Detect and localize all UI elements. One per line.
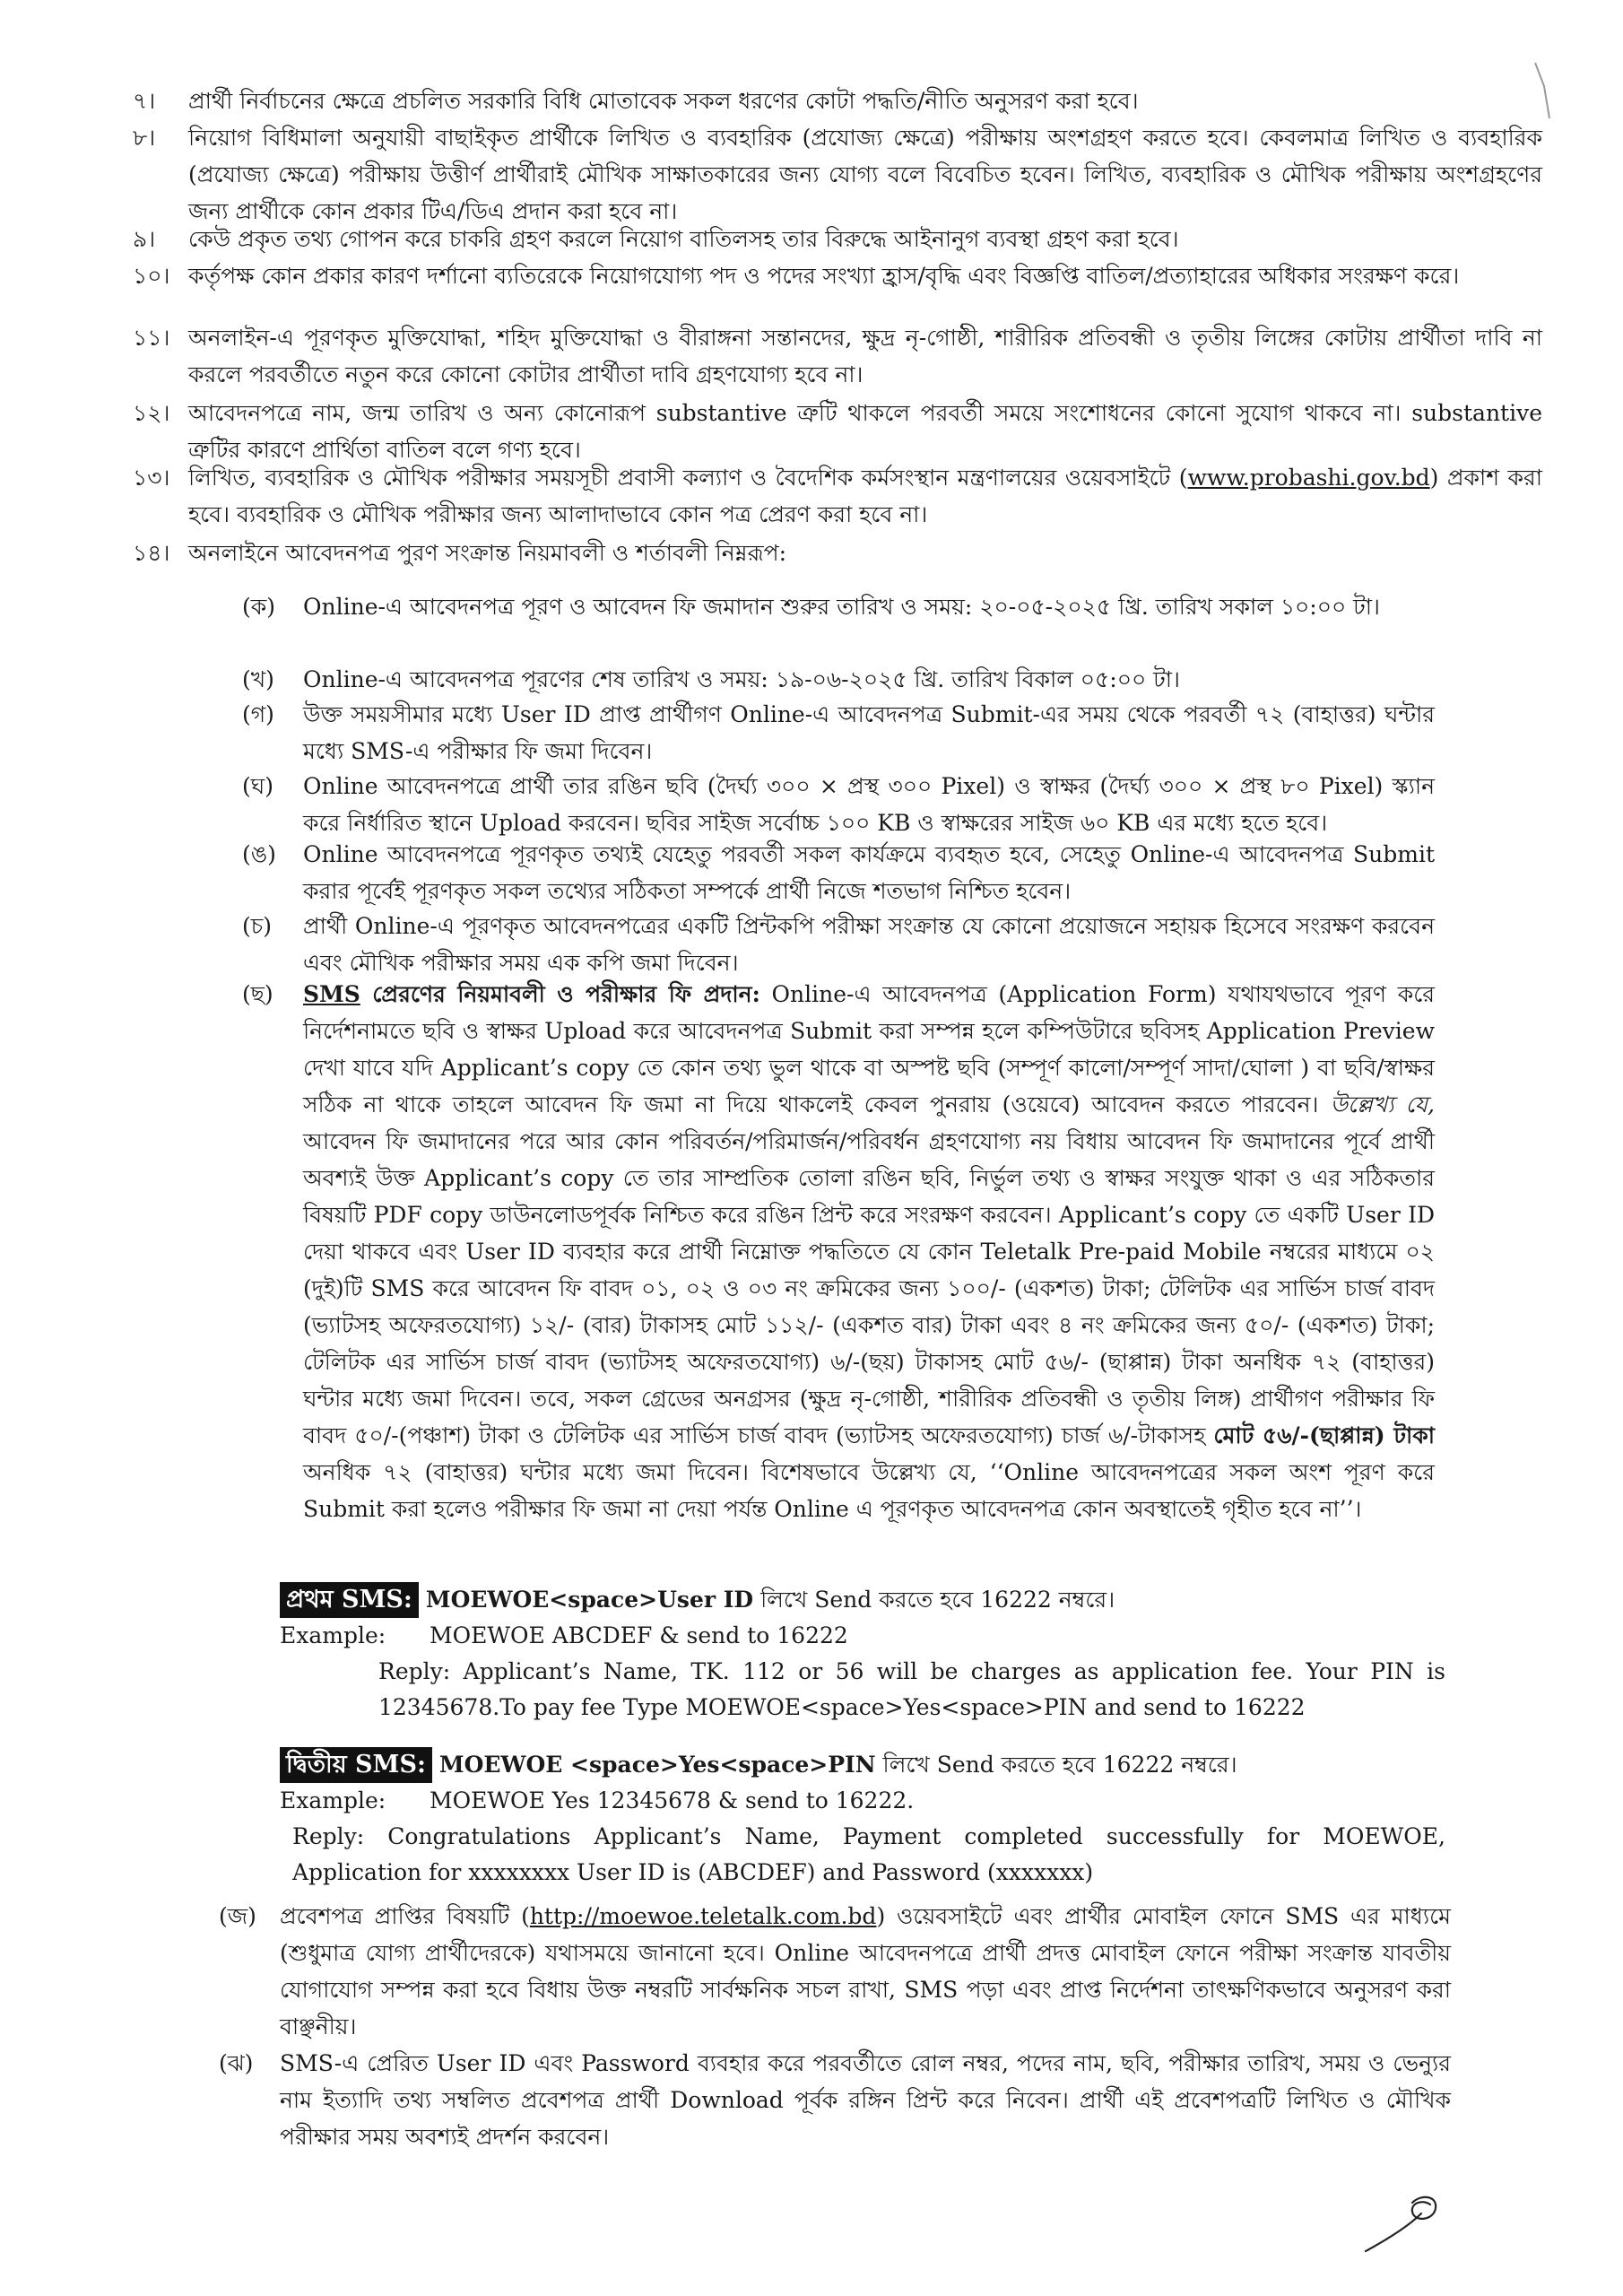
second-sms-label: দ্বিতীয় SMS: bbox=[280, 1747, 432, 1783]
second-sms-instruction bbox=[280, 1747, 1445, 1783]
total-fee-bold: মোট ৫৬/-(ছাপ্পান্ন) টাকা bbox=[1213, 1422, 1435, 1448]
clause-number: ১০। bbox=[133, 263, 170, 289]
subclause-ga bbox=[242, 696, 1435, 770]
subclause-text-b: ) ওয়েবসাইটে এবং প্রার্থীর মোবাইল ফোনে SMS এর মাধ্যমে (শুধুমাত্র যোগ্য প্রার্থীদেরকে) যথাসময়ে জানানো হবে। Online আবেদনপত্রে প্রার্থী প্রদত্ত মোবাইল ফোনে পরীক্ষা সংক্রান্ত যাবতীয় যোগাযোগ সম্পন্ন করা হবে বিধায় উক্ত নম্বরটি সার্বক্ষনিক সচল রাখা, SMS পড়া এবং প্রাপ্ত নির্দেশনা তাৎক্ষণিকভাবে অনুসরণ করা বাঞ্ছনীয়। bbox=[280, 1903, 1451, 2039]
clause-12 bbox=[133, 395, 1542, 468]
sms-heading-word: SMS bbox=[303, 981, 360, 1007]
second-sms-reply: Reply: Congratulations Applicant’s Name, Payment completed successfully for MOEWOE, Application for xxxxxxxx User ID is (ABCDEF) and Password (xxxxxxx) bbox=[292, 1823, 1445, 1885]
first-sms-reply: Reply: Applicant’s Name, TK. 112 or 56 will be charges as application fee. Your PIN is 12345678.To pay fee Type MOEWOE<space>Yes<space>PIN and send to 16222 bbox=[378, 1658, 1445, 1720]
subclause-mark: (ঘ) bbox=[242, 773, 273, 799]
subclause-text: Online আবেদনপত্রে প্রার্থী তার রঙিন ছবি (দৈর্ঘ্য ৩০০ × প্রস্থ ৩০০ Pixel) ও স্বাক্ষর (দৈর্ঘ্য ৩০০ × প্রস্থ ৮০ Pixel) স্ক্যান করে নির্ধারিত স্থানে Upload করবেন। ছবির সাইজ সর্বোচ্চ ১০০ KB ও স্বাক্ষরের সাইজ ৬০ KB এর মধ্যে হতে হবে। bbox=[303, 773, 1435, 836]
example-label: Example: bbox=[280, 1787, 386, 1813]
subclause-ca bbox=[242, 908, 1435, 981]
clause-number: ১১। bbox=[133, 325, 170, 351]
subclause-umo bbox=[242, 836, 1435, 909]
first-sms-instruction-rest: লিখে Send করতে হবে 16222 নম্বরে। bbox=[753, 1587, 1115, 1613]
clause-text-b: ) প্রকাশ করা হবে। ব্যবহারিক ও মৌখিক পরীক্ষার জন্য আলাদাভাবে কোন পত্র প্রেরণ করা হবে না। bbox=[188, 465, 1542, 527]
second-sms-instruction-rest: লিখে Send করতে হবে 16222 নম্বরে। bbox=[875, 1752, 1237, 1778]
subclause-ja bbox=[219, 1898, 1451, 2045]
subclause-text: প্রার্থী Online-এ পূরণকৃত আবেদনপত্রের একটি প্রিন্টকপি পরীক্ষা সংক্রান্ত যে কোনো প্রয়োজনে সহায়ক হিসেবে সংরক্ষণ করবেন এবং মৌখিক পরীক্ষার সময় এক কপি জমা দিবেন। bbox=[303, 913, 1435, 976]
clause-text: অনলাইন-এ পূরণকৃত মুক্তিযোদ্ধা, শহিদ মুক্তিযোদ্ধা ও বীরাঙ্গনা সন্তানদের, ক্ষুদ্র নৃ-গোষ্ঠী, শারীরিক প্রতিবন্ধী ও তৃতীয় লিঙ্গের কোটায় প্রার্থীতা দাবি না করলে পরবর্তীতে নতুন করে কোনো কোটার প্রার্থীতা দাবি গ্রহণযোগ্য হবে না। bbox=[188, 325, 1542, 387]
second-sms-reply-wrap bbox=[280, 1819, 1445, 1891]
clause-11 bbox=[133, 319, 1542, 393]
clause-text-a: লিখিত, ব্যবহারিক ও মৌখিক পরীক্ষার সময়সূচী প্রবাসী কল্যাণ ও বৈদেশিক কর্মসংস্থান মন্ত্রণালয়ের ওয়েবসাইটে ( bbox=[188, 465, 1188, 491]
first-sms-label: প্রথম SMS: bbox=[280, 1582, 419, 1618]
subclause-mark: (খ) bbox=[242, 666, 274, 692]
first-sms-instruction bbox=[280, 1582, 1445, 1618]
subclause-text-a: প্রবেশপত্র প্রাপ্তির বিষয়টি ( bbox=[280, 1903, 530, 1929]
first-sms-example-line bbox=[280, 1618, 1445, 1654]
clause-8 bbox=[133, 119, 1542, 230]
note-word: উল্লেখ্য যে, bbox=[1330, 1091, 1435, 1118]
clause-text: কর্তৃপক্ষ কোন প্রকার কারণ দর্শানো ব্যতিরেকে নিয়োগযোগ্য পদ ও পদের সংখ্যা হ্রাস/বৃদ্ধি এবং বিজ্ঞপ্তি বাতিল/প্রত্যাহারের অধিকার সংরক্ষণ করে। bbox=[188, 263, 1460, 289]
subclause-text: Online-এ আবেদনপত্র পূরণের শেষ তারিখ ও সময়: ১৯-০৬-২০২৫ খ্রি. তারিখ বিকাল ০৫:০০ টা। bbox=[303, 666, 1180, 692]
example-label: Example: bbox=[280, 1622, 386, 1648]
subclause-text-2: আবেদন ফি জমাদানের পরে আর কোন পরিবর্তন/পরিমার্জন/পরিবর্ধন গ্রহণযোগ্য নয় বিধায় আবেদন ফি জমাদানের পূর্বে প্রার্থী অবশ্যই উক্ত Applicant’s copy তে তার সাম্প্রতিক তোলা রঙিন ছবি, নির্ভুল তথ্য ও স্বাক্ষর সংযুক্ত থাকা ও এর সঠিকতার বিষয়টি PDF copy ডাউনলোডপূর্বক নিশ্চিত করে রঙিন প্রিন্ট করে সংরক্ষণ করবেন। Applicant’s copy তে একটি User ID দেয়া থাকবে এবং User ID ব্যবহার করে প্রার্থী নিম্নোক্ত পদ্ধতিতে যে কোন Teletalk Pre-paid Mobile নম্বরের মাধ্যমে ০২ (দুই)টি SMS করে আবেদন ফি বাবদ ০১, ০২ ও ০৩ নং ক্রমিকের জন্য ১০০/- (একশত) টাকা; টেলিটক এর সার্ভিস চার্জ বাবদ (ভ্যাটসহ অফেরতযোগ্য) ১২/- (বার) টাকাসহ মোট ১১২/- (একশত বার) টাকা এবং ৪ নং ক্রমিকের জন্য ৫০/- (একশত) টাকা; টেলিটক এর সার্ভিস চার্জ বাবদ (ভ্যাটসহ অফেরতযোগ্য) ৬/-(ছয়) টাকাসহ মোট ৫৬/- (ছাপ্পান্ন) টাকা অনধিক ৭২ (বাহাত্তর) ঘন্টার মধ্যে জমা দিবেন। তবে, সকল গ্রেডের অনগ্রসর (ক্ষুদ্র নৃ-গোষ্ঠী, শারীরিক প্রতিবন্ধী ও তৃতীয় লিঙ্গ) প্রার্থীগণ পরীক্ষার ফি বাবদ ৫০/-(পঞ্চাশ) টাকা ও টেলিটক এর সার্ভিস চার্জ বাবদ (ভ্যাটসহ অফেরতযোগ্য) চার্জ ৬/-টাকাসহ bbox=[303, 1128, 1435, 1448]
clause-text: নিয়োগ বিধিমালা অনুযায়ী বাছাইকৃত প্রার্থীকে লিখিত ও ব্যবহারিক (প্রযোজ্য ক্ষেত্রে) পরীক্ষায় অংশগ্রহণ করতে হবে। কেবলমাত্র লিখিত ও ব্যবহারিক (প্রযোজ্য ক্ষেত্রে) পরীক্ষায় উত্তীর্ণ প্রার্থীরাই মৌখিক সাক্ষাতকারের জন্য যোগ্য বলে বিবেচিত হবেন। লিখিত, ব্যবহারিক ও মৌখিক পরীক্ষায় অংশগ্রহণের জন্য প্রার্থীকে কোন প্রকার টিএ/ডিএ প্রদান করা হবে না। bbox=[188, 125, 1542, 224]
sms-heading: প্রেরণের নিয়মাবলী ও পরীক্ষার ফি প্রদান: bbox=[360, 981, 760, 1007]
subclause-text: SMS-এ প্রেরিত User ID এবং Password ব্যবহার করে পরবর্তীতে রোল নম্বর, পদের নাম, ছবি, পরীক্ষার তারিখ, সময় ও ভেন্যুর নাম ইত্যাদি তথ্য সম্বলিত প্রবেশপত্র প্রার্থী Download পূর্বক রঙ্গিন প্রিন্ট করে নিবেন। প্রার্থী এই প্রবেশপত্রটি লিখিত ও মৌখিক পরীক্ষার সময় অবশ্যই প্রদর্শন করবেন। bbox=[280, 2050, 1451, 2150]
second-sms-command: MOEWOE <space>Yes<space>PIN bbox=[438, 1752, 876, 1778]
clause-9 bbox=[133, 221, 1542, 257]
scan-mark bbox=[1532, 59, 1558, 122]
subclause-mark: (ঙ) bbox=[242, 841, 276, 867]
clause-10 bbox=[133, 257, 1542, 294]
subclause-text-1: Online-এ আবেদনপত্র (Application Form) যথাযথভাবে পূরণ করে নির্দেশনামতে ছবি ও স্বাক্ষর Upload করে আবেদনপত্র Submit করা সম্পন্ন হলে কম্পিউটারে ছবিসহ Application Preview দেখা যাবে যদি Applicant’s copy তে কোন তথ্য ভুল থাকে বা অস্পষ্ট ছবি (সম্পূর্ণ কালো/সম্পূর্ণ সাদা/ঘোলা ) বা ছবি/স্বাক্ষর সঠিক না থাকে তাহলে আবেদন ফি জমা না দিয়ে থাকলেই কেবল পুনরায় (ওয়েবে) আবেদন করতে পারবেন। bbox=[303, 981, 1435, 1118]
clause-number: ৮। bbox=[133, 125, 156, 151]
clause-number: ৯। bbox=[133, 226, 156, 252]
clause-7 bbox=[133, 83, 1542, 119]
subclause-mark: (ছ) bbox=[242, 981, 273, 1007]
subclause-text: উক্ত সময়সীমার মধ্যে User ID প্রাপ্ত প্রার্থীগণ Online-এ আবেদনপত্র Submit-এর সময় থেকে পরবর্তী ৭২ (বাহাত্তর) ঘন্টার মধ্যে SMS-এ পরীক্ষার ফি জমা দিবেন। bbox=[303, 701, 1435, 764]
subclause-mark: (ঝ) bbox=[219, 2050, 254, 2076]
subclause-cha bbox=[242, 976, 1435, 1527]
clause-number: ৭। bbox=[133, 88, 156, 114]
clause-14 bbox=[133, 535, 1542, 571]
subclause-text: Online আবেদনপত্রে পূরণকৃত তথ্যই যেহেতু পরবর্তী সকল কার্যক্রমে ব্যবহৃত হবে, সেহেতু Online-এ আবেদনপত্র Submit করার পূর্বেই পূরণকৃত সকল তথ্যের সঠিকতা সম্পর্কে প্রার্থী নিজে শতভাগ নিশ্চিত হবেন। bbox=[303, 841, 1435, 904]
subclause-mark: (ক) bbox=[242, 594, 275, 620]
clause-text: আবেদনপত্রে নাম, জন্ম তারিখ ও অন্য কোনোরূপ substantive ত্রুটি থাকলে পরবর্তী সময়ে সংশোধনের কোনো সুযোগ থাকবে না। substantive ত্রুটির কারণে প্রার্থিতা বাতিল বলে গণ্য হবে। bbox=[188, 400, 1542, 463]
subclause-jha bbox=[219, 2045, 1451, 2155]
clause-text: প্রার্থী নির্বাচনের ক্ষেত্রে প্রচলিত সরকারি বিধি মোতাবেক সকল ধরণের কোটা পদ্ধতি/নীতি অনুসরণ করা হবে। bbox=[188, 88, 1139, 114]
first-sms-example: MOEWOE ABCDEF & send to 16222 bbox=[430, 1622, 848, 1648]
first-sms-reply-wrap bbox=[280, 1654, 1445, 1726]
subclause-gha bbox=[242, 768, 1435, 841]
subclause-ka bbox=[242, 588, 1435, 625]
subclause-mark: (চ) bbox=[242, 913, 272, 939]
second-sms-example: MOEWOE Yes 12345678 & send to 16222. bbox=[430, 1787, 915, 1813]
clause-text: কেউ প্রকৃত তথ্য গোপন করে চাকরি গ্রহণ করলে নিয়োগ বাতিলসহ তার বিরুদ্ধে আইনানুগ ব্যবস্থা গ্রহণ করা হবে। bbox=[188, 226, 1179, 252]
handwritten-initial bbox=[1358, 2187, 1448, 2258]
first-sms-block bbox=[280, 1582, 1445, 1726]
second-sms-block bbox=[280, 1747, 1445, 1891]
clause-text: অনলাইনে আবেদনপত্র পুরণ সংক্রান্ত নিয়মাবলী ও শর্তাবলী নিম্নরূপ: bbox=[188, 540, 787, 566]
subclause-kha bbox=[242, 661, 1435, 698]
clause-number: ১৪। bbox=[133, 540, 170, 566]
subclause-mark: (জ) bbox=[219, 1903, 256, 1929]
clause-number: ১৩। bbox=[133, 465, 170, 491]
subclause-text-3: অনধিক ৭২ (বাহাত্তর) ঘন্টার মধ্যে জমা দিবেন। বিশেষভাবে উল্লেখ্য যে, ‘‘Online আবেদনপত্রের সকল অংশ পূরণ করে Submit করা হলেও পরীক্ষার ফি জমা না দেয়া পর্যন্ত Online এ পূরণকৃত আবেদনপত্র কোন অবস্থাতেই গৃহীত হবে না’’। bbox=[303, 1459, 1435, 1522]
first-sms-command: MOEWOE<space>User ID bbox=[425, 1587, 754, 1613]
subclause-mark: (গ) bbox=[242, 701, 274, 727]
subclause-text: Online-এ আবেদনপত্র পূরণ ও আবেদন ফি জমাদান শুরুর তারিখ ও সময়: ২০-০৫-২০২৫ খ্রি. তারিখ সকাল ১০:০০ টা। bbox=[303, 594, 1380, 620]
teletalk-website-link[interactable]: http://moewoe.teletalk.com.bd bbox=[529, 1903, 877, 1929]
second-sms-example-line bbox=[280, 1783, 1445, 1819]
probashi-website-link[interactable]: www.probashi.gov.bd bbox=[1187, 465, 1430, 491]
clause-13 bbox=[133, 459, 1542, 533]
clause-number: ১২। bbox=[133, 400, 170, 426]
